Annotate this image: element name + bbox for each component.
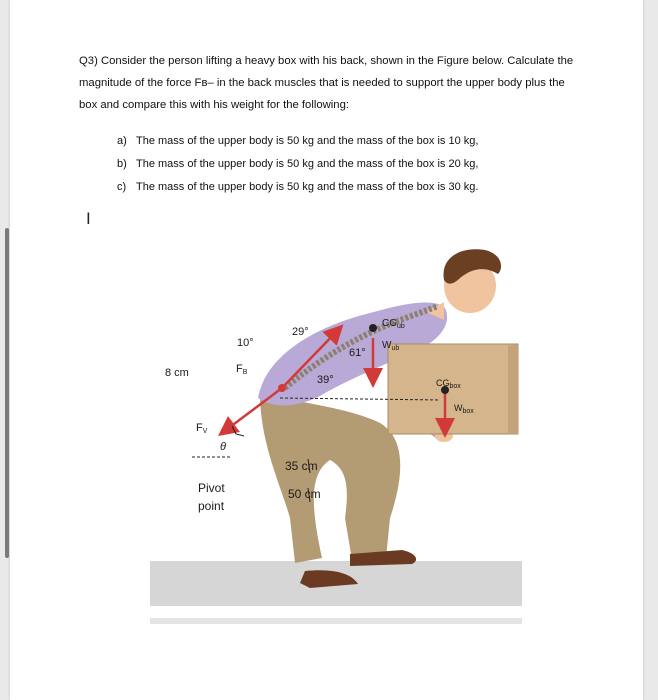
part-label: a) bbox=[117, 135, 127, 147]
dist-50cm-label: 50 cm bbox=[288, 487, 321, 501]
fb-label: FB bbox=[236, 363, 248, 376]
box-side bbox=[508, 344, 518, 434]
part-text: The mass of the upper body is 50 kg and the mass of the box is 10 kg, bbox=[136, 135, 479, 147]
question-text bbox=[79, 50, 579, 116]
part-label: b) bbox=[117, 158, 127, 170]
pivot-label: Pivot bbox=[198, 481, 225, 495]
question-parts bbox=[117, 130, 537, 199]
question-part bbox=[117, 130, 537, 153]
cg-box-label: $CG_{box}$ bbox=[436, 378, 461, 390]
cg-ub-label: $CG_{ub}$ bbox=[382, 318, 405, 330]
dist-8cm-label: 8 cm bbox=[165, 367, 189, 379]
question-intro: Q3) Consider the person lifting a heavy box with his back, shown in the Figure below. Calculate the magnitude of the force Fʙ– in the back muscles that is needed to support the upper body plus the box and compare this with his weight for the following: bbox=[79, 55, 574, 111]
scrollbar-thumb[interactable] bbox=[5, 228, 9, 558]
part-text: The mass of the upper body is 50 kg and the mass of the box is 30 kg. bbox=[136, 181, 479, 193]
lifting-diagram bbox=[140, 228, 522, 628]
question-part bbox=[117, 153, 537, 176]
pants bbox=[260, 393, 400, 563]
w-ub-label: $W_{ub}$ bbox=[382, 340, 400, 352]
fv-label: FV bbox=[196, 422, 208, 435]
cg-ub-dot bbox=[369, 324, 377, 332]
w-box-label: $W_{box}$ bbox=[454, 403, 474, 415]
angle-29-label: 29° bbox=[292, 326, 309, 338]
angle-61-label: 61° bbox=[349, 347, 366, 359]
theta-label: θ bbox=[220, 441, 226, 453]
pivot-dot bbox=[278, 384, 286, 392]
pivot-leader bbox=[232, 426, 244, 436]
dist-35cm-label: 35 cm bbox=[285, 459, 318, 473]
floor-edge bbox=[150, 618, 522, 624]
part-text: The mass of the upper body is 50 kg and the mass of the box is 20 kg, bbox=[136, 158, 479, 170]
angle-10-label: 10° bbox=[237, 337, 254, 349]
lifting-figure bbox=[140, 228, 522, 628]
text-cursor: I bbox=[86, 209, 91, 228]
point-label: point bbox=[198, 499, 225, 513]
angle-39-label: 39° bbox=[317, 374, 334, 386]
question-part bbox=[117, 176, 537, 199]
part-label: c) bbox=[117, 181, 127, 193]
